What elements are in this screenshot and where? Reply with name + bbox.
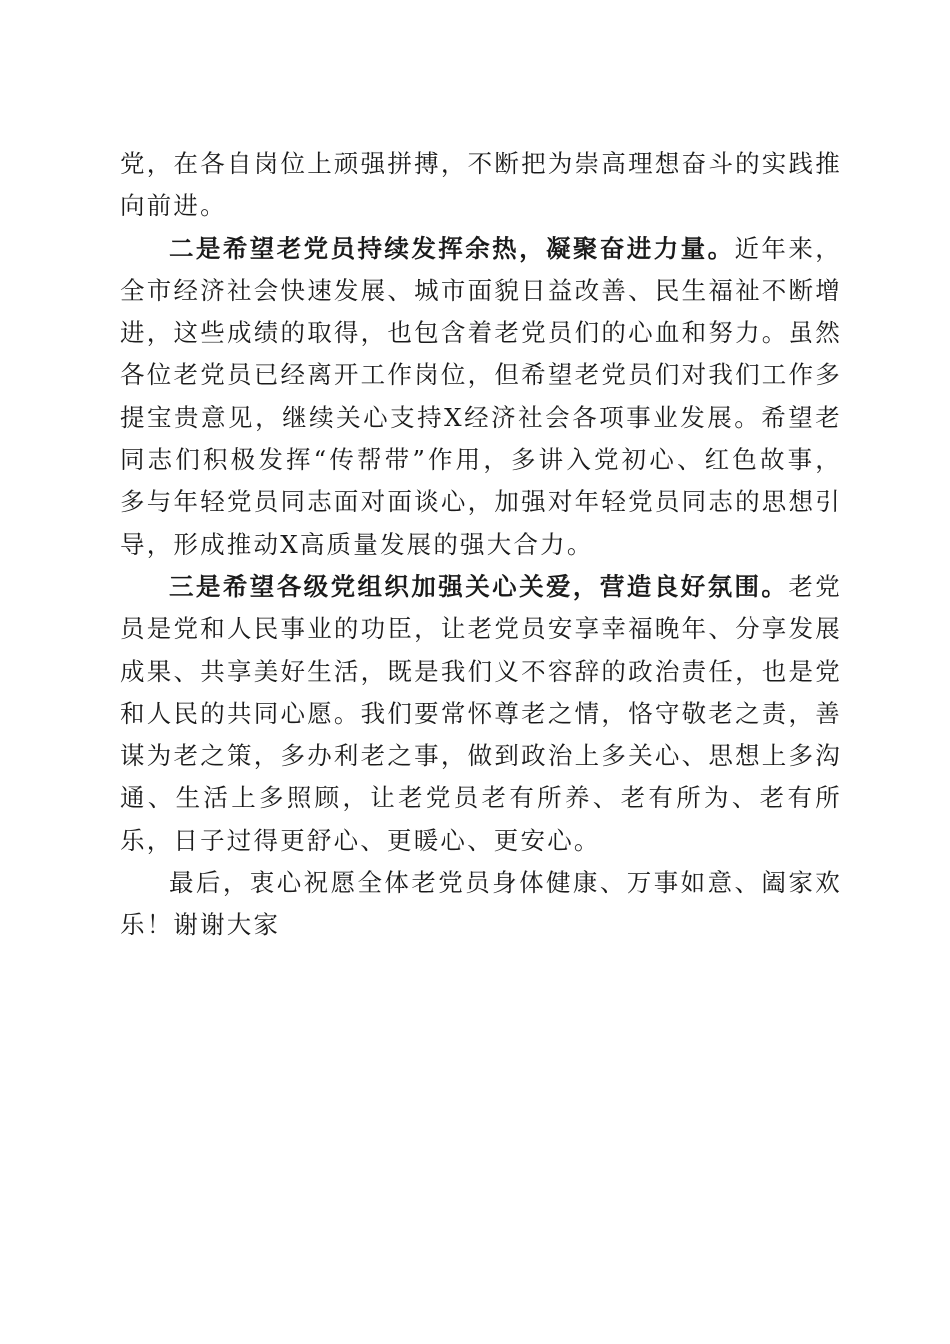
paragraph-text: 老党员是党和人民事业的功臣，让老党员安享幸福晚年、分享发展成果、共享美好生活，既是我们义不容辞的政治责任，也是党和人民的共同心愿。我们要常怀尊老之情，恪守敬老之责，善谋为老之策，多办利老之事，做到政治上多关心、思想上多沟通、生活上多照顾，让老党员老有所养、老有所为、老有所乐，日子过得更舒心、更暖心、更安心。 — [120, 571, 842, 855]
paragraph-lead: 二是希望老党员持续发挥余热，凝聚奋进力量。 — [169, 233, 735, 263]
paragraph-closing — [120, 862, 842, 947]
paragraph-text: 党，在各自岗位上顽强拼搏，不断把为崇高理想奋斗的实践推向前进。 — [120, 149, 842, 221]
paragraph-continuation — [120, 143, 842, 228]
paragraph-point-three — [120, 566, 842, 862]
paragraph-lead: 三是希望各级党组织加强关心关爱，营造良好氛围。 — [169, 571, 789, 601]
document-body — [120, 143, 842, 947]
paragraph-text: 最后，衷心祝愿全体老党员身体健康、万事如意、阖家欢乐！谢谢大家 — [120, 868, 842, 940]
paragraph-point-two — [120, 228, 842, 566]
paragraph-text: 近年来，全市经济社会快速发展、城市面貌日益改善、民生福祉不断增进，这些成绩的取得，也包含着老党员们的心血和努力。虽然各位老党员已经离开工作岗位，但希望老党员们对我们工作多提宝贵意见，继续关心支持X经济社会各项事业发展。希望老同志们积极发挥“传帮带”作用，多讲入党初心、红色故事，多与年轻党员同志面对面谈心，加强对年轻党员同志的思想引导，形成推动X高质量发展的强大合力。 — [120, 233, 842, 559]
